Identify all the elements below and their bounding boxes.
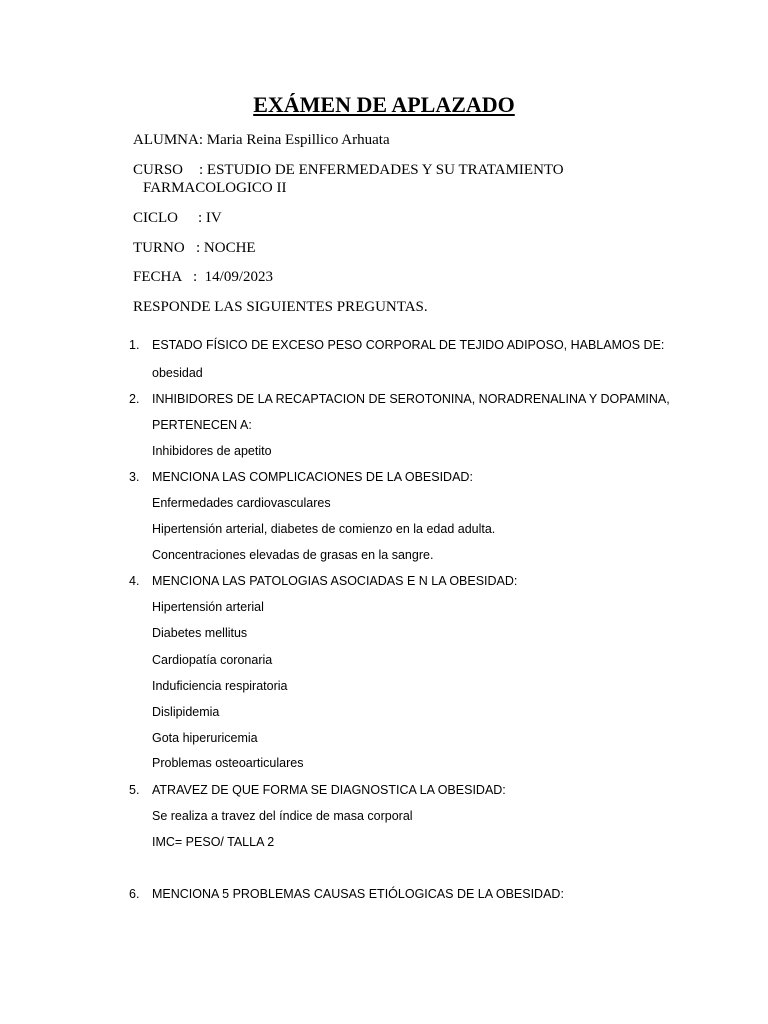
question-number: 4. bbox=[129, 574, 140, 588]
cycle-row bbox=[133, 209, 222, 228]
date-row bbox=[133, 268, 273, 287]
shift-label: TURNO bbox=[133, 240, 185, 256]
date-value: : 14/09/2023 bbox=[193, 269, 274, 285]
cycle-label: CICLO bbox=[133, 210, 178, 226]
question-text: MENCIONA LAS COMPLICACIONES DE LA OBESIDAD: bbox=[152, 470, 473, 484]
answer-item: Induficiencia respiratoria bbox=[152, 679, 288, 693]
answer-item: Se realiza a travez del índice de masa corporal bbox=[152, 809, 413, 823]
question-number: 3. bbox=[129, 470, 140, 484]
answer-item: Cardiopatía coronaria bbox=[152, 653, 273, 667]
question-number: 6. bbox=[129, 887, 140, 901]
question-text: MENCIONA 5 PROBLEMAS CAUSAS ETIÓLOGICAS DE LA OBESIDAD: bbox=[152, 887, 564, 901]
answer-item: Diabetes mellitus bbox=[152, 626, 248, 640]
question-3 bbox=[129, 469, 473, 485]
course-value: : ESTUDIO DE ENFERMEDADES Y SU TRATAMIENTO bbox=[199, 162, 564, 178]
answer-item: Hipertensión arterial bbox=[152, 600, 264, 614]
question-text: ESTADO FÍSICO DE EXCESO PESO CORPORAL DE TEJIDO ADIPOSO, HABLAMOS DE: bbox=[152, 338, 665, 352]
question-number: 2. bbox=[129, 392, 140, 406]
answer-item: Concentraciones elevadas de grasas en la sangre. bbox=[152, 548, 434, 562]
question-5 bbox=[129, 782, 506, 798]
shift-value: : NOCHE bbox=[196, 240, 256, 256]
exam-title: EXÁMEN DE APLAZADO bbox=[253, 92, 515, 117]
question-4 bbox=[129, 573, 518, 589]
student-name: ALUMNA: Maria Reina Espillico Arhuata bbox=[133, 132, 390, 148]
question-text: MENCIONA LAS PATOLOGIAS ASOCIADAS E N LA OBESIDAD: bbox=[152, 574, 518, 588]
answer-item: Dislipidemia bbox=[152, 705, 220, 719]
question-2 bbox=[129, 391, 670, 407]
instruction: RESPONDE LAS SIGUIENTES PREGUNTAS. bbox=[133, 299, 428, 315]
cycle-value: : IV bbox=[198, 210, 222, 226]
answer-item: Hipertensión arterial, diabetes de comienzo en la edad adulta. bbox=[152, 522, 496, 536]
answer-item: IMC= PESO/ TALLA 2 bbox=[152, 835, 275, 849]
course-row bbox=[133, 161, 564, 180]
shift-row bbox=[133, 239, 256, 258]
question-number: 5. bbox=[129, 783, 140, 797]
course-continuation: FARMACOLOGICO II bbox=[143, 180, 287, 196]
answer-item: Gota hiperuricemia bbox=[152, 731, 258, 745]
question-number: 1. bbox=[129, 338, 140, 352]
answer-item: Enfermedades cardiovasculares bbox=[152, 496, 331, 510]
course-label: CURSO bbox=[133, 162, 184, 178]
date-label: FECHA bbox=[133, 269, 183, 285]
question-text: ATRAVEZ DE QUE FORMA SE DIAGNOSTICA LA OBESIDAD: bbox=[152, 783, 506, 797]
question-text: INHIBIDORES DE LA RECAPTACION DE SEROTONINA, NORADRENALINA Y DOPAMINA, bbox=[152, 392, 670, 406]
answer-item: Inhibidores de apetito bbox=[152, 444, 272, 458]
question-6 bbox=[129, 886, 564, 902]
answer-item: Problemas osteoarticulares bbox=[152, 756, 304, 770]
question-text-cont: PERTENECEN A: bbox=[152, 418, 252, 432]
question-1 bbox=[129, 337, 665, 353]
answer-item: obesidad bbox=[152, 366, 203, 380]
